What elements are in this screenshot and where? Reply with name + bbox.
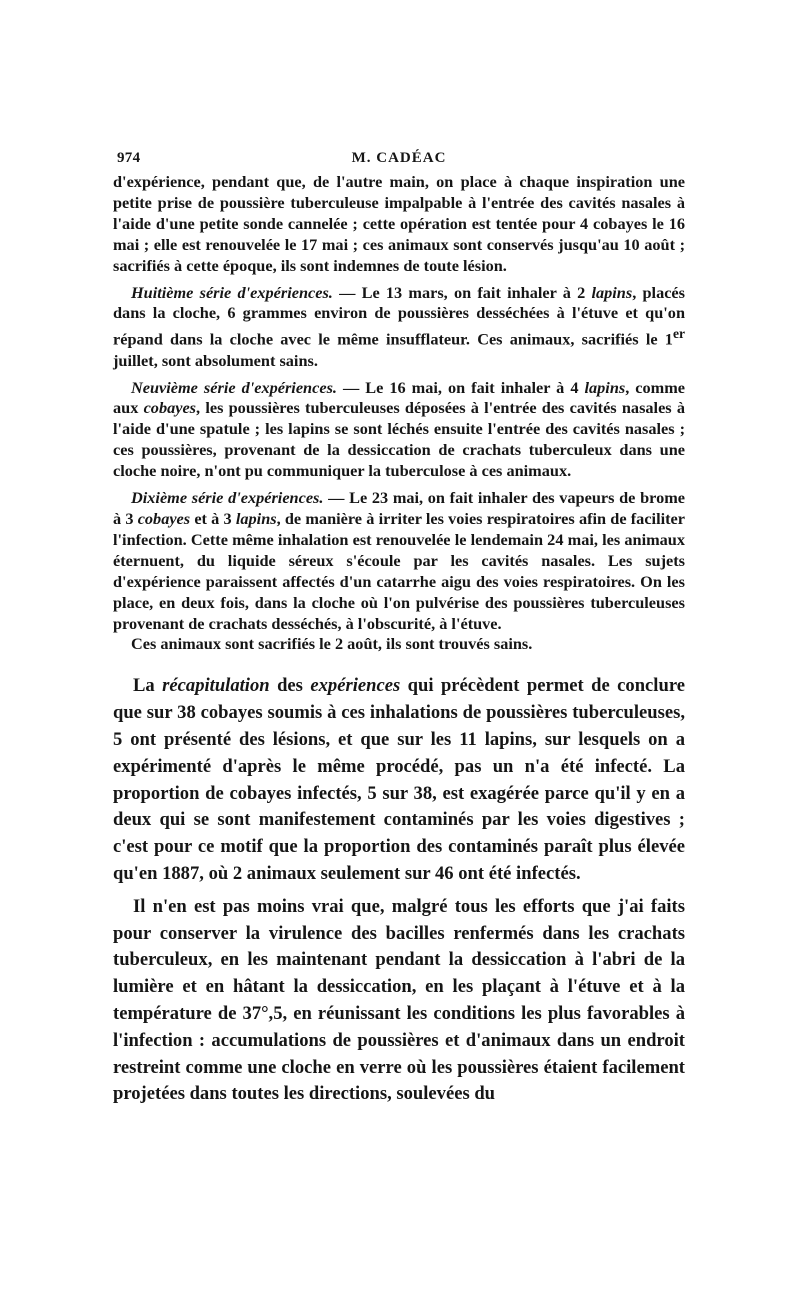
paragraph-eighth-series: Huitième série d'expériences. — Le 13 mars, on fait inhaler à 2 lapins, placés dans la cloche, 6 grammes environ de poussières desséchées à l'étuve et qu'on répand dans la cloche avec le même insufflateur. Ces animaux, sacrifiés le 1er juillet, sont absolument sains. [113, 282, 685, 370]
paragraph-conclusion: Il n'en est pas moins vrai que, malgré tous les efforts que j'ai faits pour conserver la virulence des bacilles renfermés dans les crachats tuberculeux, en les maintenant pendant la dessiccation à l'abri de la lumière et en hâtant la dessiccation, en les plaçant à l'étuve et à la température de 37°,5, en réunissant les conditions les plus favorables à l'infection : accumulations de poussières et d'animaux dans un endroit restreint comme une cloche en verre où les poussières étaient facilement projetées dans toutes les directions, soulevées du [113, 895, 685, 1105]
section-title-tenth-series: Dixième série d'expériences. [131, 488, 324, 508]
page-number: 974 [117, 150, 141, 166]
section-title-ninth-series: Neuvième série d'expériences. [131, 377, 337, 397]
section-title-eighth-series: Huitième série d'expériences. [131, 282, 333, 302]
paragraph-tenth-series: Dixième série d'expériences. — Le 23 mai, on fait inhaler des vapeurs de brome à 3 cobayes et à 3 lapins, de manière à irriter les voies respiratoires afin de faciliter l'infection. Cette même inhalation est renouvelée le lendemain 24 mai, les animaux éternuent, du liquide séreux s'écoule par les cavités nasales. Les sujets d'expérience paraissent affectés d'un catarrhe aigu des voies respiratoires. On les place, en deux fois, dans la cloche où l'on pulvérise des poussières tuberculeuses provenant de crachats desséchés, à l'obscurité, à l'étuve. [113, 488, 686, 633]
book-page [113, 148, 685, 1108]
paragraph-continuation: d'expérience, pendant que, de l'autre main, on place à chaque inspiration une petite prise de poussière tuberculeuse impalpable à l'entrée des cavités nasales à l'aide d'une petite sonde cannelée ; cette opération est tentée pour 4 cobayes le 16 mai ; elle est renouvelée le 17 mai ; ces animaux sont conservés jusqu'au 10 août ; sacrifiés à cette époque, ils sont indemnes de toute lésion. [113, 172, 685, 275]
running-head [113, 148, 685, 172]
paragraph-recapitulation: La récapitulation des expériences qui précèdent permet de conclure que sur 38 cobayes soumis à ces inhalations de poussières tuberculeuses, 5 ont présenté des lésions, et que sur les 11 lapins, sur lesquels on a expérimenté d'après le même procédé, pas un n'a été infecté. La proportion de cobayes infectés, 5 sur 38, est exagérée parce qu'il y en a deux qui se sont manifestement contaminés par les voies digestives ; c'est pour ce motif que la proportion des contaminés paraît plus élevée qu'en 1887, où 2 animaux seulement sur 46 ont été infectés. [113, 675, 685, 884]
paragraph-ninth-series: Neuvième série d'expériences. — Le 16 mai, on fait inhaler à 4 lapins, comme aux cobayes, les poussières tuberculeuses déposées à l'entrée des cavités nasales à l'aide d'une spatule ; les lapins se sont léchés ensuite l'entrée des cavités nasales ; ces poussières, provenant de la dessiccation de crachats tuberculeux dans une cloche noire, n'ont pu communiquer la tuberculose à ces animaux. [113, 377, 686, 481]
paragraph-tenth-series-result: Ces animaux sont sacrifiés le 2 août, ils sont trouvés sains. [131, 634, 533, 654]
running-head-author: M. CADÉAC [351, 150, 447, 166]
